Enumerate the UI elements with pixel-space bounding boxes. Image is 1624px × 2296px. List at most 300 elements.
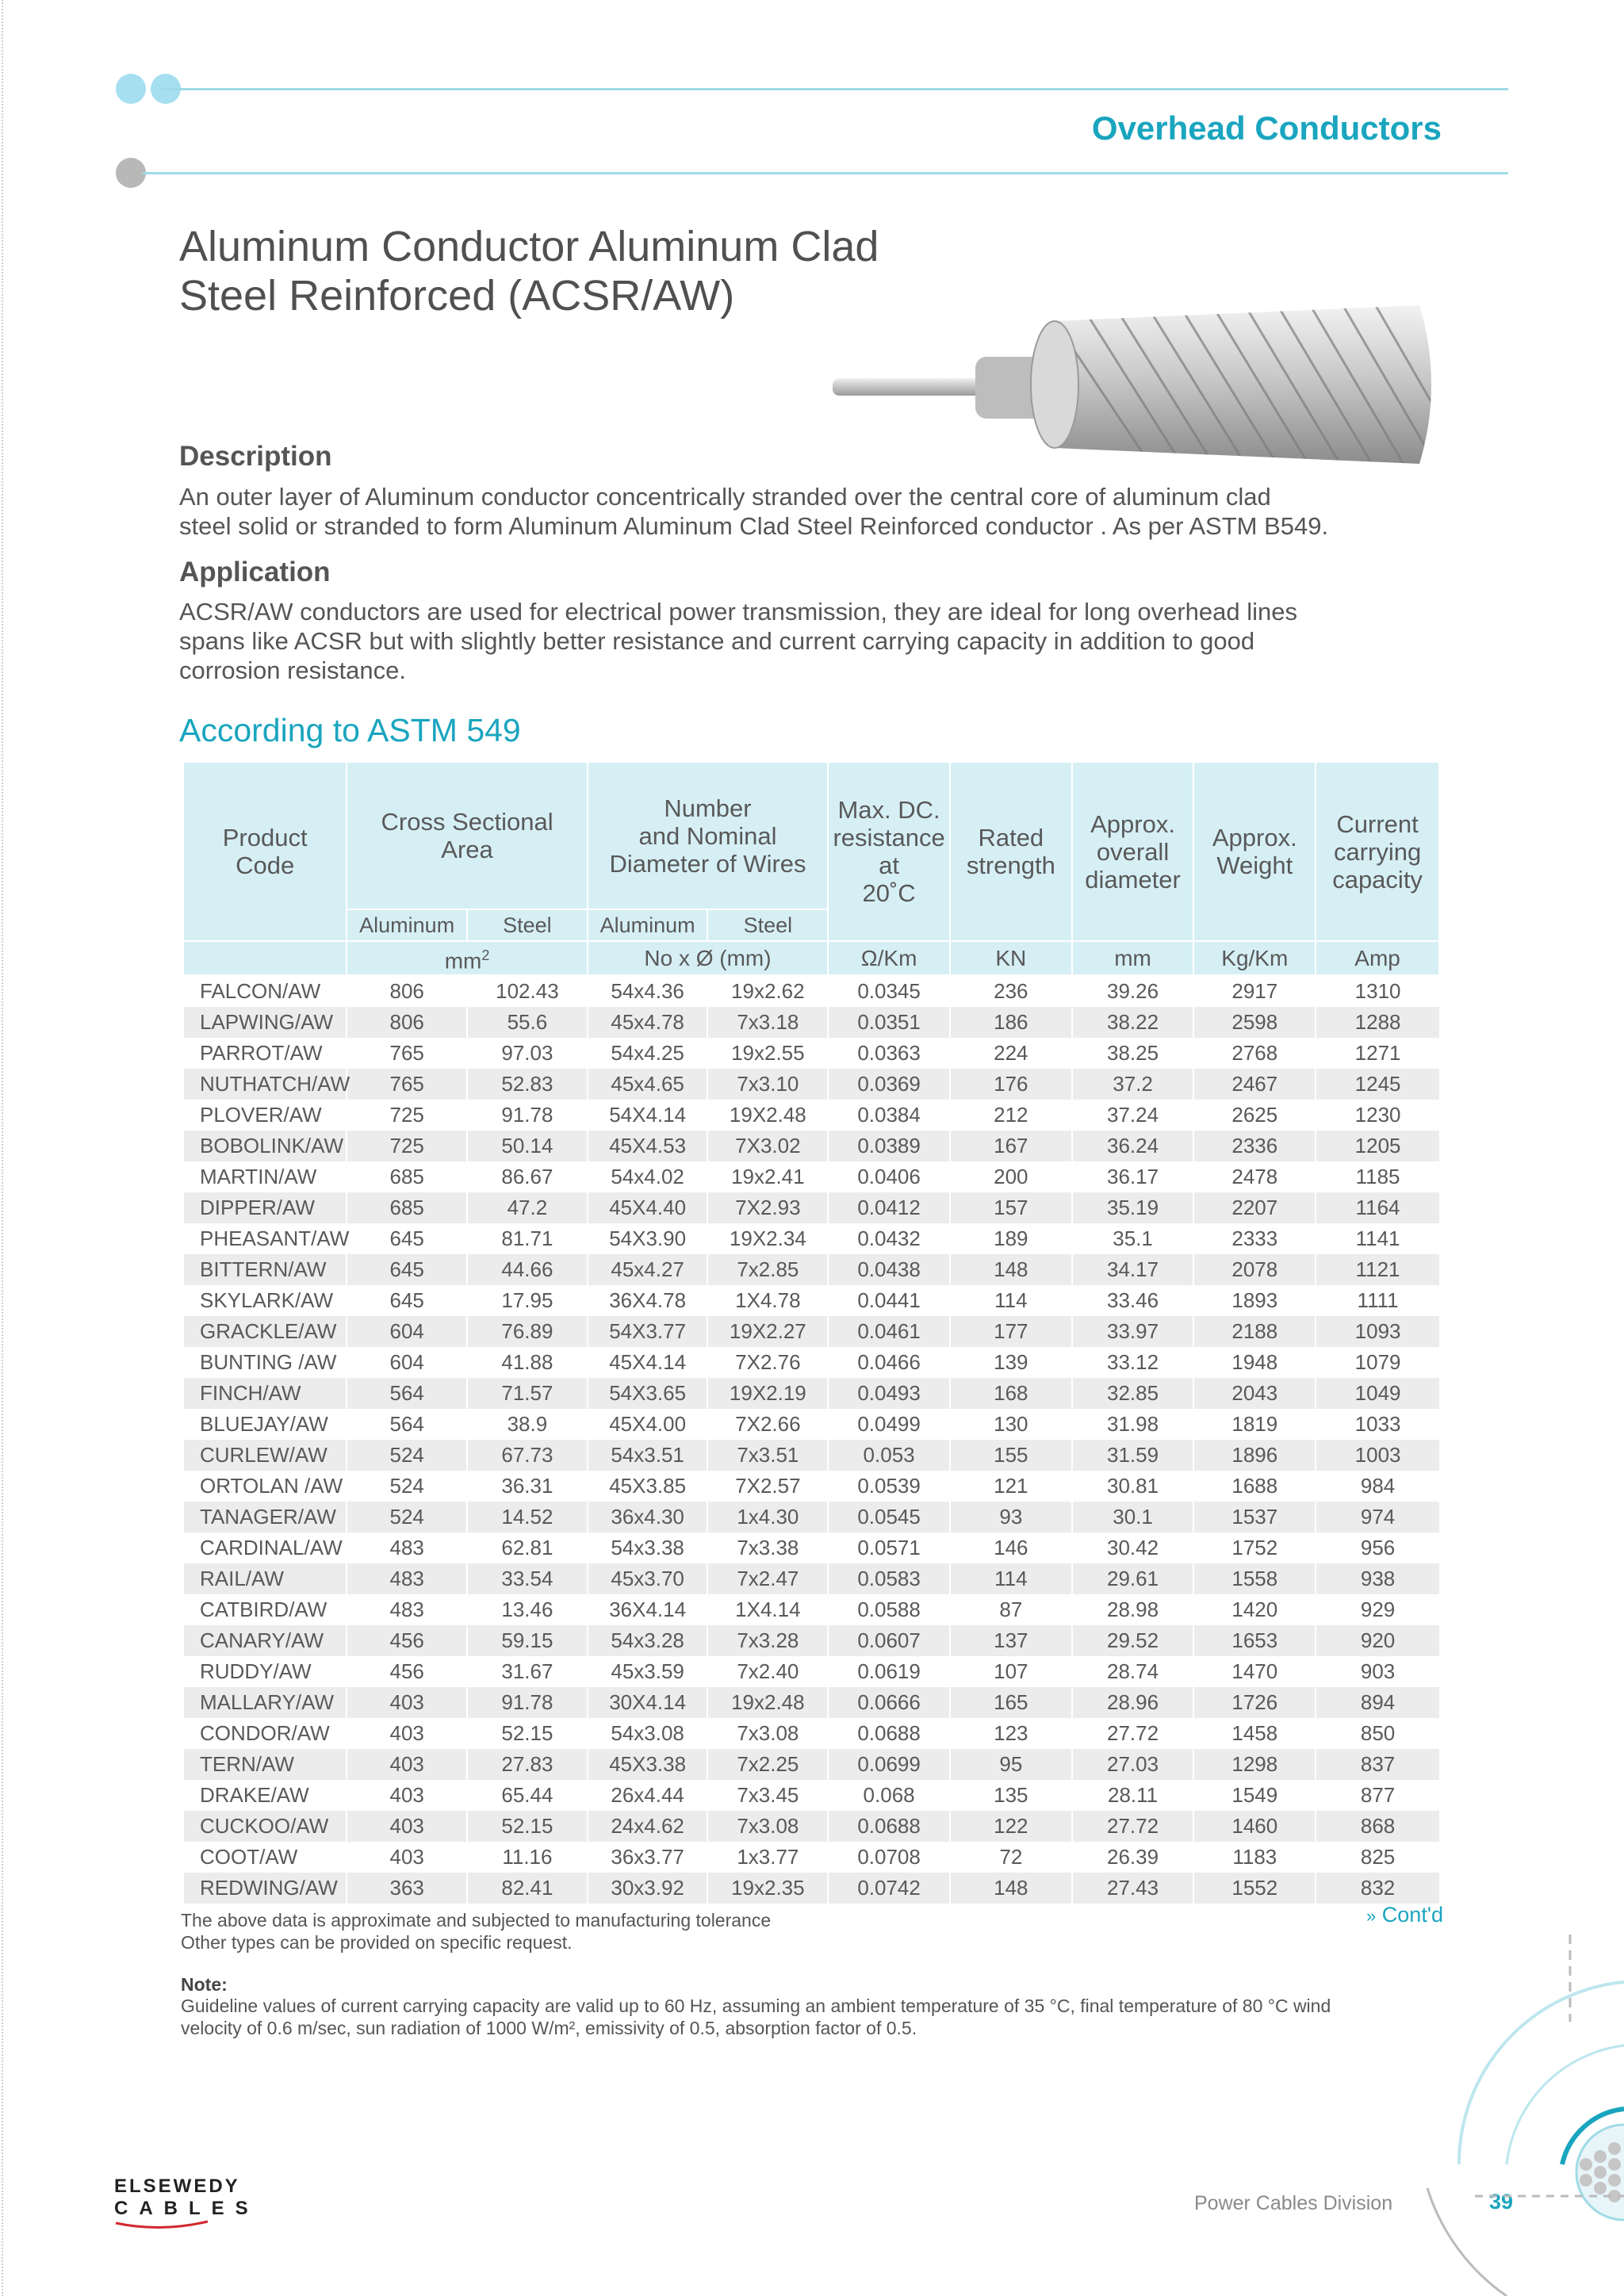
cell-wires-aluminum: 54X4.14 <box>588 1100 708 1131</box>
cell-resistance: 0.0588 <box>828 1594 950 1625</box>
cell-current-capacity: 974 <box>1316 1502 1439 1533</box>
cell-wires-aluminum: 30X4.14 <box>588 1687 708 1718</box>
cell-weight: 1948 <box>1193 1347 1316 1378</box>
cell-current-capacity: 1121 <box>1316 1254 1439 1285</box>
cell-weight: 2188 <box>1193 1316 1316 1347</box>
cell-overall-diameter: 36.17 <box>1072 1161 1194 1192</box>
cell-weight: 1688 <box>1193 1471 1316 1502</box>
cell-area-aluminum: 403 <box>347 1842 467 1873</box>
cell-area-aluminum: 685 <box>347 1192 467 1223</box>
cell-wires-aluminum: 45X3.85 <box>588 1471 708 1502</box>
cell-wires-aluminum: 36x4.30 <box>588 1502 708 1533</box>
subheader-area-steel: Steel <box>467 909 588 941</box>
page-title-line-1: Aluminum Conductor Aluminum Clad <box>179 223 879 270</box>
cell-resistance: 0.0412 <box>828 1192 950 1223</box>
cell-area-aluminum: 403 <box>347 1780 467 1811</box>
cell-overall-diameter: 29.52 <box>1072 1625 1194 1656</box>
cell-resistance: 0.0607 <box>828 1625 950 1656</box>
cell-rated-strength: 139 <box>950 1347 1072 1378</box>
description-line-2: steel solid or stranded to form Aluminum Aluminum Clad Steel Reinforced conductor . As per ASTM B549. <box>179 512 1329 540</box>
cell-resistance: 0.0369 <box>828 1069 950 1100</box>
cell-wires-steel: 7x2.85 <box>707 1254 828 1285</box>
cell-resistance: 0.0666 <box>828 1687 950 1718</box>
cell-rated-strength: 165 <box>950 1687 1072 1718</box>
cell-area-steel: 82.41 <box>467 1873 588 1904</box>
cell-product-code: CURLEW/AW <box>183 1440 347 1471</box>
cell-rated-strength: 123 <box>950 1718 1072 1749</box>
note-label: Note: <box>181 1974 228 1995</box>
cell-rated-strength: 176 <box>950 1069 1072 1100</box>
cell-wires-aluminum: 36X4.14 <box>588 1594 708 1625</box>
cell-weight: 1420 <box>1193 1594 1316 1625</box>
cell-rated-strength: 114 <box>950 1285 1072 1316</box>
cell-overall-diameter: 32.85 <box>1072 1378 1194 1409</box>
table-row <box>183 1316 1439 1347</box>
logo-line-2: CABLES <box>114 2198 259 2219</box>
cell-rated-strength: 72 <box>950 1842 1072 1873</box>
table-row <box>183 1656 1439 1687</box>
cell-area-aluminum: 806 <box>347 975 467 1007</box>
note-text <box>181 1995 1450 2039</box>
page-number: 39 <box>1489 2190 1514 2214</box>
cell-wires-steel: 7X2.57 <box>707 1471 828 1502</box>
cell-current-capacity: 920 <box>1316 1625 1439 1656</box>
cell-current-capacity: 832 <box>1316 1873 1439 1904</box>
table-row <box>183 1687 1439 1718</box>
cell-current-capacity: 1141 <box>1316 1223 1439 1254</box>
footnote-1: The above data is approximate and subjected to manufacturing tolerance <box>181 1910 772 1931</box>
cell-rated-strength: 122 <box>950 1811 1072 1842</box>
cell-wires-aluminum: 54x4.36 <box>588 975 708 1007</box>
cell-product-code: TANAGER/AW <box>183 1502 347 1533</box>
cell-area-steel: 91.78 <box>467 1687 588 1718</box>
cell-current-capacity: 825 <box>1316 1842 1439 1873</box>
page-title-line-2: Steel Reinforced (ACSR/AW) <box>179 272 735 320</box>
cell-product-code: COOT/AW <box>183 1842 347 1873</box>
cell-product-code: CANARY/AW <box>183 1625 347 1656</box>
cell-weight: 1549 <box>1193 1780 1316 1811</box>
cell-rated-strength: 130 <box>950 1409 1072 1440</box>
cell-resistance: 0.0742 <box>828 1873 950 1904</box>
cell-current-capacity: 903 <box>1316 1656 1439 1687</box>
cell-resistance: 0.0699 <box>828 1749 950 1780</box>
cell-product-code: ORTOLAN /AW <box>183 1471 347 1502</box>
cell-product-code: LAPWING/AW <box>183 1007 347 1038</box>
cell-wires-aluminum: 54X3.77 <box>588 1316 708 1347</box>
cell-weight: 2478 <box>1193 1161 1316 1192</box>
cell-weight: 1552 <box>1193 1873 1316 1904</box>
cell-weight: 2467 <box>1193 1069 1316 1100</box>
cell-rated-strength: 186 <box>950 1007 1072 1038</box>
cell-area-steel: 59.15 <box>467 1625 588 1656</box>
cell-resistance: 0.0384 <box>828 1100 950 1131</box>
cell-product-code: FALCON/AW <box>183 975 347 1007</box>
header-weight: Approx. Weight <box>1193 762 1316 941</box>
cell-rated-strength: 137 <box>950 1625 1072 1656</box>
cell-weight: 1458 <box>1193 1718 1316 1749</box>
table-row <box>183 1502 1439 1533</box>
cell-weight: 1460 <box>1193 1811 1316 1842</box>
cell-overall-diameter: 28.96 <box>1072 1687 1194 1718</box>
cell-weight: 2043 <box>1193 1378 1316 1409</box>
cell-rated-strength: 93 <box>950 1502 1072 1533</box>
cell-wires-steel: 1X4.78 <box>707 1285 828 1316</box>
cell-rated-strength: 135 <box>950 1780 1072 1811</box>
cell-area-aluminum: 483 <box>347 1563 467 1594</box>
table-row <box>183 1563 1439 1594</box>
cell-area-steel: 65.44 <box>467 1780 588 1811</box>
cell-weight: 1896 <box>1193 1440 1316 1471</box>
cell-resistance: 0.0461 <box>828 1316 950 1347</box>
cell-overall-diameter: 33.97 <box>1072 1316 1194 1347</box>
table-row <box>183 1718 1439 1749</box>
cell-wires-aluminum: 54X3.90 <box>588 1223 708 1254</box>
cell-area-aluminum: 403 <box>347 1749 467 1780</box>
cell-wires-aluminum: 26x4.44 <box>588 1780 708 1811</box>
cell-resistance: 0.0466 <box>828 1347 950 1378</box>
table-row <box>183 1625 1439 1656</box>
footnote-2: Other types can be provided on specific request. <box>181 1932 573 1953</box>
cell-overall-diameter: 38.22 <box>1072 1007 1194 1038</box>
header-product-code: Product Code <box>183 762 347 941</box>
cell-wires-aluminum: 45x4.78 <box>588 1007 708 1038</box>
cell-current-capacity: 1033 <box>1316 1409 1439 1440</box>
application-line-3: corrosion resistance. <box>179 656 407 684</box>
cell-wires-steel: 7x2.25 <box>707 1749 828 1780</box>
cable-cross-section-decoration <box>1411 1927 1624 2296</box>
cell-area-steel: 52.15 <box>467 1718 588 1749</box>
cell-area-aluminum: 456 <box>347 1625 467 1656</box>
cell-rated-strength: 148 <box>950 1873 1072 1904</box>
cell-area-steel: 11.16 <box>467 1842 588 1873</box>
cell-wires-aluminum: 54x3.08 <box>588 1718 708 1749</box>
table-row <box>183 1873 1439 1904</box>
section-title: Overhead Conductors <box>1091 109 1442 147</box>
cell-rated-strength: 168 <box>950 1378 1072 1409</box>
cell-wires-steel: 19x2.55 <box>707 1038 828 1069</box>
cell-resistance: 0.0345 <box>828 975 950 1007</box>
application-line-2: spans like ACSR but with slightly better resistance and current carrying capacity in addition to good <box>179 627 1255 655</box>
cell-rated-strength: 148 <box>950 1254 1072 1285</box>
description-heading: Description <box>179 441 332 472</box>
cell-resistance: 0.0432 <box>828 1223 950 1254</box>
cell-current-capacity: 956 <box>1316 1533 1439 1563</box>
page-edge-dotted-border <box>2 0 3 2296</box>
cell-wires-steel: 7x3.51 <box>707 1440 828 1471</box>
cell-wires-steel: 7x3.28 <box>707 1625 828 1656</box>
header-rated-strength: Rated strength <box>950 762 1072 941</box>
table-row <box>183 1378 1439 1409</box>
cell-product-code: TERN/AW <box>183 1749 347 1780</box>
table-row <box>183 1100 1439 1131</box>
cell-resistance: 0.0688 <box>828 1811 950 1842</box>
cell-area-aluminum: 564 <box>347 1378 467 1409</box>
description-text <box>179 482 1448 541</box>
cell-current-capacity: 837 <box>1316 1749 1439 1780</box>
unit-wires: No x Ø (mm) <box>588 941 828 975</box>
cell-current-capacity: 1288 <box>1316 1007 1439 1038</box>
cell-current-capacity: 1185 <box>1316 1161 1439 1192</box>
cell-rated-strength: 212 <box>950 1100 1072 1131</box>
cell-wires-aluminum: 45X4.14 <box>588 1347 708 1378</box>
cell-product-code: NUTHATCH/AW <box>183 1069 347 1100</box>
cell-area-steel: 44.66 <box>467 1254 588 1285</box>
elsewedy-cables-logo <box>114 2175 259 2235</box>
cell-resistance: 0.0389 <box>828 1131 950 1161</box>
cell-area-aluminum: 765 <box>347 1069 467 1100</box>
cell-current-capacity: 894 <box>1316 1687 1439 1718</box>
header-dot-3 <box>116 158 146 188</box>
table-row <box>183 1594 1439 1625</box>
cell-rated-strength: 95 <box>950 1749 1072 1780</box>
cell-wires-aluminum: 54x4.25 <box>588 1038 708 1069</box>
cell-product-code: PHEASANT/AW <box>183 1223 347 1254</box>
cell-area-aluminum: 645 <box>347 1254 467 1285</box>
cell-rated-strength: 155 <box>950 1440 1072 1471</box>
cell-weight: 2598 <box>1193 1007 1316 1038</box>
double-chevron-right-icon: » <box>1366 1906 1377 1926</box>
cell-wires-aluminum: 45x3.70 <box>588 1563 708 1594</box>
unit-strength: KN <box>950 941 1072 975</box>
cell-wires-steel: 7x3.08 <box>707 1811 828 1842</box>
cell-wires-steel: 7X2.93 <box>707 1192 828 1223</box>
cell-product-code: BUNTING /AW <box>183 1347 347 1378</box>
cell-area-aluminum: 483 <box>347 1533 467 1563</box>
cell-area-steel: 47.2 <box>467 1192 588 1223</box>
table-row <box>183 1038 1439 1069</box>
cell-current-capacity: 938 <box>1316 1563 1439 1594</box>
cell-wires-steel: 7X2.76 <box>707 1347 828 1378</box>
cell-overall-diameter: 27.43 <box>1072 1873 1194 1904</box>
table-row <box>183 1471 1439 1502</box>
cell-weight: 1893 <box>1193 1285 1316 1316</box>
unit-resistance: Ω/Km <box>828 941 950 975</box>
unit-capacity: Amp <box>1316 941 1439 975</box>
cell-wires-steel: 1x3.77 <box>707 1842 828 1873</box>
table-row <box>183 975 1439 1007</box>
cell-rated-strength: 146 <box>950 1533 1072 1563</box>
cell-area-steel: 52.83 <box>467 1069 588 1100</box>
cell-wires-aluminum: 45X4.00 <box>588 1409 708 1440</box>
table-row <box>183 1749 1439 1780</box>
cell-product-code: PARROT/AW <box>183 1038 347 1069</box>
cell-wires-steel: 1x4.30 <box>707 1502 828 1533</box>
cell-area-aluminum: 645 <box>347 1223 467 1254</box>
cell-current-capacity: 877 <box>1316 1780 1439 1811</box>
cell-resistance: 0.0493 <box>828 1378 950 1409</box>
cell-wires-aluminum: 54x3.28 <box>588 1625 708 1656</box>
cell-resistance: 0.0708 <box>828 1842 950 1873</box>
cell-overall-diameter: 35.19 <box>1072 1192 1194 1223</box>
cell-area-aluminum: 725 <box>347 1131 467 1161</box>
cell-area-aluminum: 363 <box>347 1873 467 1904</box>
cell-area-aluminum: 685 <box>347 1161 467 1192</box>
cell-area-aluminum: 564 <box>347 1409 467 1440</box>
cell-area-aluminum: 524 <box>347 1471 467 1502</box>
cell-resistance: 0.0499 <box>828 1409 950 1440</box>
cell-overall-diameter: 27.03 <box>1072 1749 1194 1780</box>
cell-product-code: CARDINAL/AW <box>183 1533 347 1563</box>
cell-area-steel: 50.14 <box>467 1131 588 1161</box>
cell-area-aluminum: 403 <box>347 1718 467 1749</box>
cell-current-capacity: 1245 <box>1316 1069 1439 1100</box>
standard-heading: According to ASTM 549 <box>179 712 521 748</box>
cell-product-code: MARTIN/AW <box>183 1161 347 1192</box>
logo-line-1: ELSEWEDY <box>114 2175 240 2197</box>
application-heading: Application <box>179 557 331 587</box>
cell-weight: 1470 <box>1193 1656 1316 1687</box>
cell-rated-strength: 224 <box>950 1038 1072 1069</box>
cell-area-aluminum: 604 <box>347 1316 467 1347</box>
cell-overall-diameter: 33.12 <box>1072 1347 1194 1378</box>
cell-current-capacity: 1205 <box>1316 1131 1439 1161</box>
cell-resistance: 0.0441 <box>828 1285 950 1316</box>
table-row <box>183 1254 1439 1285</box>
cell-current-capacity: 1079 <box>1316 1347 1439 1378</box>
cell-weight: 1752 <box>1193 1533 1316 1563</box>
header-current-capacity: Current carrying capacity <box>1316 762 1439 941</box>
subheader-wires-steel: Steel <box>707 909 828 941</box>
cell-product-code: MALLARY/AW <box>183 1687 347 1718</box>
cell-current-capacity: 1003 <box>1316 1440 1439 1471</box>
cell-wires-aluminum: 30x3.92 <box>588 1873 708 1904</box>
cell-wires-aluminum: 45x4.27 <box>588 1254 708 1285</box>
cell-rated-strength: 189 <box>950 1223 1072 1254</box>
header-rule-bottom <box>143 172 1508 174</box>
cell-wires-aluminum: 45X4.53 <box>588 1131 708 1161</box>
unit-weight: Kg/Km <box>1193 941 1316 975</box>
table-row <box>183 1007 1439 1038</box>
table-row <box>183 1069 1439 1100</box>
cell-area-steel: 102.43 <box>467 975 588 1007</box>
cell-area-steel: 55.6 <box>467 1007 588 1038</box>
cell-current-capacity: 1310 <box>1316 975 1439 1007</box>
cell-overall-diameter: 35.1 <box>1072 1223 1194 1254</box>
cell-weight: 1653 <box>1193 1625 1316 1656</box>
cell-resistance: 0.0438 <box>828 1254 950 1285</box>
header-dot-1 <box>116 74 146 104</box>
logo-swoosh <box>114 2220 209 2231</box>
cell-overall-diameter: 37.2 <box>1072 1069 1194 1100</box>
cell-area-aluminum: 483 <box>347 1594 467 1625</box>
cell-current-capacity: 1093 <box>1316 1316 1439 1347</box>
cell-area-steel: 27.83 <box>467 1749 588 1780</box>
cell-current-capacity: 1164 <box>1316 1192 1439 1223</box>
cell-resistance: 0.0545 <box>828 1502 950 1533</box>
cell-wires-steel: 7x2.47 <box>707 1563 828 1594</box>
table-row <box>183 1811 1439 1842</box>
table-row <box>183 1440 1439 1471</box>
cell-area-aluminum: 806 <box>347 1007 467 1038</box>
cell-overall-diameter: 36.24 <box>1072 1131 1194 1161</box>
cell-resistance: 0.068 <box>828 1780 950 1811</box>
cell-overall-diameter: 31.59 <box>1072 1440 1194 1471</box>
cell-weight: 2078 <box>1193 1254 1316 1285</box>
cell-overall-diameter: 31.98 <box>1072 1409 1194 1440</box>
cell-wires-aluminum: 54x3.51 <box>588 1440 708 1471</box>
cell-resistance: 0.0539 <box>828 1471 950 1502</box>
cell-rated-strength: 177 <box>950 1316 1072 1347</box>
cell-area-aluminum: 403 <box>347 1811 467 1842</box>
table-row <box>183 1192 1439 1223</box>
cell-wires-steel: 19X2.19 <box>707 1378 828 1409</box>
cell-weight: 1537 <box>1193 1502 1316 1533</box>
cell-wires-steel: 19X2.34 <box>707 1223 828 1254</box>
subheader-wires-aluminum: Aluminum <box>588 909 708 941</box>
cell-rated-strength: 236 <box>950 975 1072 1007</box>
cell-overall-diameter: 30.1 <box>1072 1502 1194 1533</box>
cell-rated-strength: 200 <box>950 1161 1072 1192</box>
unit-area: $mm^2$ <box>347 941 587 975</box>
cell-resistance: 0.0583 <box>828 1563 950 1594</box>
cell-resistance: 0.0363 <box>828 1038 950 1069</box>
cell-area-aluminum: 765 <box>347 1038 467 1069</box>
cell-weight: 2625 <box>1193 1100 1316 1131</box>
cell-current-capacity: 1049 <box>1316 1378 1439 1409</box>
cell-product-code: REDWING/AW <box>183 1873 347 1904</box>
cell-product-code: CONDOR/AW <box>183 1718 347 1749</box>
cell-current-capacity: 984 <box>1316 1471 1439 1502</box>
cell-area-aluminum: 645 <box>347 1285 467 1316</box>
cell-product-code: CATBIRD/AW <box>183 1594 347 1625</box>
table-row <box>183 1161 1439 1192</box>
cell-wires-aluminum: 45x4.65 <box>588 1069 708 1100</box>
cell-rated-strength: 121 <box>950 1471 1072 1502</box>
cell-product-code: BLUEJAY/AW <box>183 1409 347 1440</box>
cell-wires-aluminum: 24x4.62 <box>588 1811 708 1842</box>
cell-wires-steel: 7X3.02 <box>707 1131 828 1161</box>
cell-area-steel: 14.52 <box>467 1502 588 1533</box>
cell-rated-strength: 87 <box>950 1594 1072 1625</box>
continued-label: Cont'd <box>1381 1903 1443 1927</box>
cell-wires-steel: 1X4.14 <box>707 1594 828 1625</box>
header-overall-diameter: Approx. overall diameter <box>1072 762 1194 941</box>
cell-rated-strength: 157 <box>950 1192 1072 1223</box>
cell-resistance: 0.0619 <box>828 1656 950 1687</box>
cell-product-code: FINCH/AW <box>183 1378 347 1409</box>
cell-wires-steel: 19X2.27 <box>707 1316 828 1347</box>
cell-product-code: PLOVER/AW <box>183 1100 347 1131</box>
cell-overall-diameter: 30.42 <box>1072 1533 1194 1563</box>
cell-overall-diameter: 33.46 <box>1072 1285 1194 1316</box>
specification-table <box>182 761 1440 1904</box>
cell-overall-diameter: 27.72 <box>1072 1811 1194 1842</box>
cell-rated-strength: 107 <box>950 1656 1072 1687</box>
cell-area-steel: 91.78 <box>467 1100 588 1131</box>
cell-wires-steel: 7x3.08 <box>707 1718 828 1749</box>
continued-link[interactable] <box>1366 1903 1443 1927</box>
cell-rated-strength: 167 <box>950 1131 1072 1161</box>
description-line-1: An outer layer of Aluminum conductor concentrically stranded over the central core of aluminum clad <box>179 483 1271 511</box>
cell-area-steel: 97.03 <box>467 1038 588 1069</box>
cell-area-steel: 38.9 <box>467 1409 588 1440</box>
cell-area-steel: 86.67 <box>467 1161 588 1192</box>
cell-wires-aluminum: 54x3.38 <box>588 1533 708 1563</box>
cell-current-capacity: 1271 <box>1316 1038 1439 1069</box>
header-rule-top <box>162 88 1508 90</box>
cell-wires-steel: 7x2.40 <box>707 1656 828 1687</box>
cell-product-code: RUDDY/AW <box>183 1656 347 1687</box>
cell-area-steel: 17.95 <box>467 1285 588 1316</box>
cell-wires-aluminum: 45X4.40 <box>588 1192 708 1223</box>
cell-area-steel: 52.15 <box>467 1811 588 1842</box>
header-wires: Number and Nominal Diameter of Wires <box>588 762 828 909</box>
cell-overall-diameter: 27.72 <box>1072 1718 1194 1749</box>
cell-area-aluminum: 456 <box>347 1656 467 1687</box>
cell-current-capacity: 1111 <box>1316 1285 1439 1316</box>
cell-wires-aluminum: 36X4.78 <box>588 1285 708 1316</box>
cell-wires-steel: 7x3.18 <box>707 1007 828 1038</box>
